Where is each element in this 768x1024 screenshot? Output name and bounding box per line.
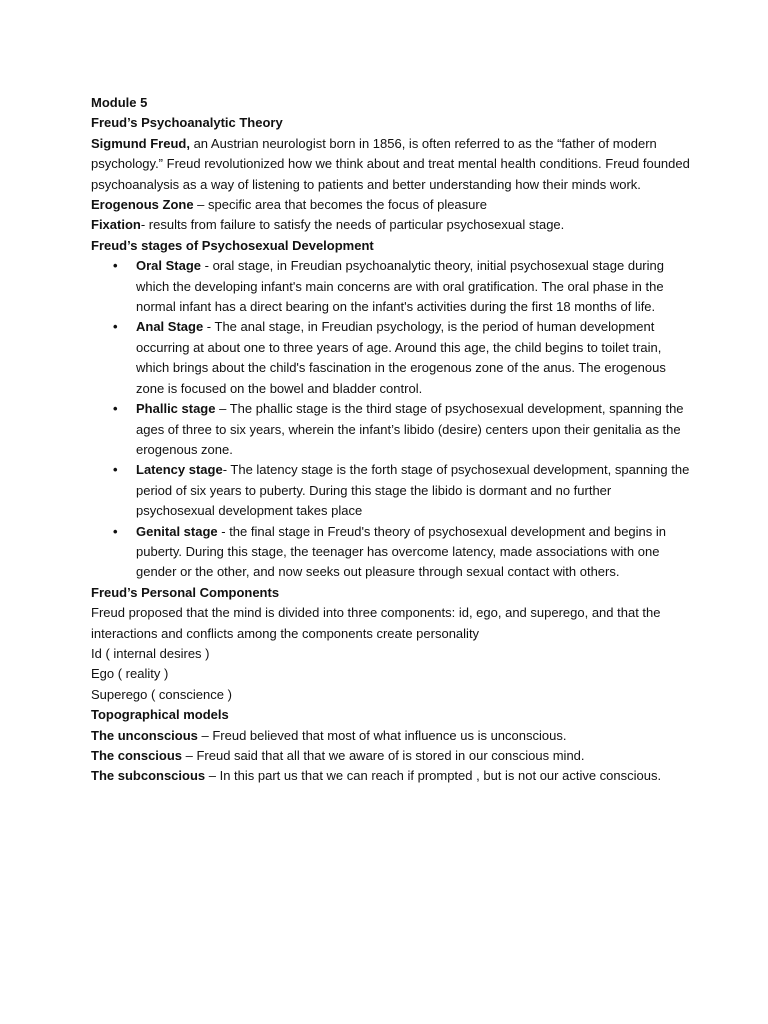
stage-text: – The phallic stage is the third stage of psychosexual development, spanning the ages of three to six years, wherein the infant’s libido (desire) centers upon their genitalia as the erogenous zone. [136,401,684,457]
stage-term: Anal Stage [136,319,204,335]
stage-item-phallic [91,399,691,460]
topo-text: – Freud believed that most of what influence us is unconscious. [197,727,567,743]
stage-term: Oral Stage [136,258,202,274]
stage-text: - oral stage, in Freudian psychoanalytic theory, initial psychosexual stage during which the developing infant's main concerns are with oral gratification. The oral phase in the normal infant has a direct bearing on the infant's activities during the first 18 months of life. [136,258,664,315]
topo-heading: Topographical models [91,707,229,723]
topo-conscious [91,746,691,766]
definition-text: - results from failure to satisfy the needs of particular psychosexual stage. [140,217,565,233]
stage-text: - The latency stage is the forth stage of psychosexual development, spanning the period of six years to puberty. During this stage the libido is dormant and no further psychosexual development takes place [136,462,690,519]
stage-term: Latency stage [136,462,223,478]
definition-term: Erogenous Zone [91,197,194,213]
component-id: Id ( internal desires ) [91,645,210,661]
definition-text: – specific area that becomes the focus of pleasure [193,197,487,213]
definition-term: Fixation [91,217,141,233]
stage-item-oral [91,256,691,317]
stage-term: Genital stage [136,523,218,539]
topo-term: The subconscious [91,768,206,784]
component-superego: Superego ( conscience ) [91,686,232,702]
stage-item-genital [91,522,691,583]
intro-name: Sigmund Freud, [91,135,190,151]
stage-item-anal [91,317,691,399]
stage-text: - The anal stage, in Freudian psychology, is the period of human development occurring at about one to three years of age. Around this age, the child begins to toilet train, which brings about the child's fascination in the erogenous zone of the anus. The erogenous zone is focused on the bowel and bladder control. [136,319,666,396]
components-heading: Freud’s Personal Components [91,584,280,600]
topo-text: – Freud said that all that we aware of is stored in our conscious mind. [182,748,585,763]
topo-subconscious [91,766,691,786]
bullet-icon: • [113,462,118,478]
intro-text: an Austrian neurologist born in 1856, is often referred to as the “father of modern psychology.” Freud revolutionized how we think about and treat mental health conditions. Freud founded psychoanalysis as a way of listening to patients and better understanding how their minds work. [91,135,690,192]
theory-title: Freud’s Psychoanalytic Theory [91,115,283,131]
bullet-icon: • [113,523,118,539]
stages-list [91,256,691,583]
topo-term: The conscious [91,748,183,763]
bullet-icon: • [113,401,118,417]
stage-text: - the final stage in Freud's theory of psychosexual development and begins in puberty. During this stage, the teenager has overcome latency, made associations with one gender or the other, and now seeks out pleasure through sexual contact with others. [136,523,667,580]
topo-text: – In this part us that we can reach if prompted , but is not our active conscious. [205,768,662,784]
intro-paragraph [91,134,691,195]
definition-erogenous-zone [91,195,691,215]
topo-term: The unconscious [91,727,198,743]
components-text: Freud proposed that the mind is divided into three components: id, ego, and superego, and that the interactions and conflicts among the components create personality [91,605,661,641]
module-title: Module 5 [91,95,148,110]
component-ego: Ego ( reality ) [91,666,169,682]
stage-term: Phallic stage [136,401,216,417]
topo-unconscious [91,726,691,746]
stages-heading: Freud’s stages of Psychosexual Development [91,237,374,253]
bullet-icon: • [113,319,118,335]
definition-fixation [91,215,691,235]
bullet-icon: • [113,258,118,274]
stage-item-latency [91,460,691,521]
document-page [91,93,691,787]
